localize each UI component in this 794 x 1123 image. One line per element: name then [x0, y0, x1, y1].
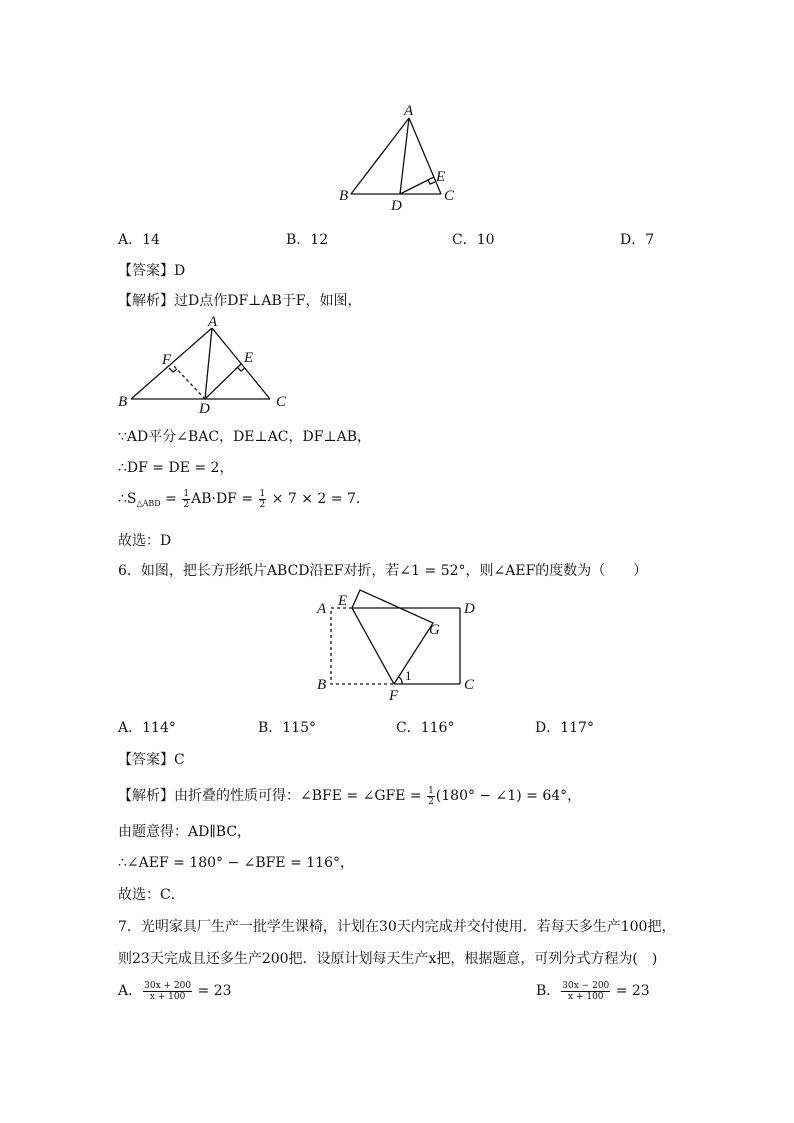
option-eq: = 23: [193, 983, 232, 999]
folded-flap: [352, 590, 433, 684]
q6-stem: 6．如图，把长方形纸片ABCD沿EF对折，若∠1 = 52°，则∠AEF的度数为（ ）: [118, 563, 648, 579]
answer-value: D: [174, 263, 186, 279]
label-b: B: [339, 188, 349, 204]
q6-conclusion: 故选：C．: [118, 887, 185, 903]
frac-numerator: 1: [183, 488, 190, 499]
label-a: A: [208, 314, 218, 330]
q6-option-d: [535, 717, 594, 737]
frac-denominator: 2: [428, 796, 434, 807]
option-value: 115°: [282, 720, 317, 736]
frac-denominator: x + 100: [568, 991, 604, 1002]
label-b: B: [317, 677, 327, 693]
label-f: F: [389, 688, 399, 703]
q7-option-b: [536, 980, 650, 1002]
segment-ad: [205, 328, 212, 399]
step3-eq: =: [160, 491, 182, 507]
q6-option-c: [396, 717, 454, 737]
answer-label: 【答案】: [118, 263, 174, 279]
half-fraction: [427, 786, 435, 807]
step3-mid: AB·DF =: [191, 491, 258, 507]
q5-step1: ∵AD平分∠BAC，DE⊥AC，DF⊥AB，: [118, 429, 372, 445]
q5-analysis-figure: [115, 312, 300, 417]
label-g: G: [429, 622, 440, 638]
q6-step1: 由题意得：AD∥BC，: [118, 824, 252, 840]
segment-de: [400, 177, 434, 194]
option-value: 114°: [142, 720, 176, 736]
option-value: 12: [310, 232, 329, 248]
label-e: E: [436, 169, 446, 185]
segment-ac: [212, 328, 270, 399]
label-d: D: [391, 198, 402, 214]
q5-step3: [118, 488, 370, 510]
q6-rectangle-figure: [312, 588, 482, 703]
option-letter: D．: [620, 232, 646, 248]
option-value: 117°: [560, 720, 594, 736]
segment-ad: [400, 118, 409, 194]
q5-answer: [118, 260, 185, 280]
analysis-tail: (180° − ∠1) = 64°，: [435, 788, 582, 804]
step3-subscript: △ABD: [136, 499, 161, 508]
q5-conclusion: 故选：D: [118, 533, 172, 549]
option-eq: = 23: [611, 983, 650, 999]
frac-denominator: x + 100: [149, 991, 186, 1002]
option-letter: A．: [118, 983, 143, 999]
half-fraction: [182, 489, 190, 510]
q6-step2: ∴∠AEF = 180° − ∠BFE = 116°，: [118, 855, 354, 871]
label-angle-1: 1: [405, 668, 412, 683]
q5-option-a: [118, 229, 160, 249]
label-a: A: [404, 103, 414, 119]
label-d: D: [464, 601, 475, 617]
frac-numerator: 1: [259, 488, 266, 499]
label-a: A: [317, 601, 327, 617]
option-b-fraction: [561, 981, 610, 1002]
half-fraction-2: [259, 489, 267, 510]
label-e: E: [338, 593, 348, 609]
segment-ef: [352, 608, 394, 684]
q5-option-b: [286, 229, 328, 249]
option-a-fraction: [143, 981, 192, 1002]
option-letter: B．: [536, 983, 561, 999]
label-d: D: [199, 401, 210, 417]
analysis-text: 过D点作DF⊥AB于F，如图，: [174, 293, 362, 309]
q5-option-d: [620, 229, 654, 249]
q6-option-a: [118, 717, 176, 737]
frac-denominator: 2: [259, 499, 266, 510]
option-letter: D．: [535, 720, 561, 736]
option-letter: A．: [118, 720, 143, 736]
answer-label: 【答案】: [118, 752, 174, 768]
frac-numerator: 30x − 200: [562, 980, 610, 991]
q6-analysis: [118, 785, 581, 807]
option-letter: B．: [286, 232, 311, 248]
q6-option-b: [258, 717, 316, 737]
q5-analysis-intro: [118, 290, 361, 310]
q7-option-a: [118, 980, 232, 1002]
analysis-label: 【解析】: [118, 788, 174, 804]
segment-ab: [351, 118, 409, 194]
q5-option-c: [452, 229, 495, 249]
analysis-label: 【解析】: [118, 293, 174, 309]
frac-numerator: 30x + 200: [144, 980, 192, 991]
segment-ab: [131, 328, 212, 399]
q5-triangle-figure: [330, 100, 470, 215]
frac-denominator: 2: [183, 499, 190, 510]
label-c: C: [276, 394, 287, 410]
label-b: B: [118, 394, 128, 410]
option-value: 14: [142, 232, 160, 248]
option-letter: B．: [258, 720, 283, 736]
label-e: E: [244, 350, 254, 366]
right-angle-mark: [428, 180, 435, 184]
answer-value: C: [174, 752, 185, 768]
analysis-prefix: 由折叠的性质可得：∠BFE = ∠GFE =: [174, 788, 427, 804]
q6-answer: [118, 749, 185, 769]
dashed-ab-bf: [331, 608, 394, 684]
step3-tail: × 7 × 2 = 7．: [267, 491, 370, 507]
angle-1-arc: [399, 677, 402, 684]
option-value: 7: [645, 232, 655, 248]
q7-stem-line1: 7．光明家具厂生产一批学生课椅，计划在30天内完成并交付使用．若每天多生产100把，: [118, 919, 676, 935]
label-c: C: [464, 677, 475, 693]
option-value: 10: [476, 232, 495, 248]
segment-de: [205, 364, 241, 399]
label-f: F: [162, 352, 172, 368]
label-c: C: [444, 188, 455, 204]
option-letter: C．: [452, 232, 477, 248]
option-letter: C．: [396, 720, 421, 736]
option-letter: A．: [118, 232, 143, 248]
q7-stem-line2: 则23天完成且还多生产200把．设原计划每天生产x把，根据题意，可列分式方程为( ): [118, 951, 658, 967]
frac-numerator: 1: [428, 785, 434, 796]
option-value: 116°: [420, 720, 455, 736]
q5-step2: ∴DF = DE = 2，: [118, 460, 234, 476]
step3-prefix: ∴S: [118, 491, 137, 507]
